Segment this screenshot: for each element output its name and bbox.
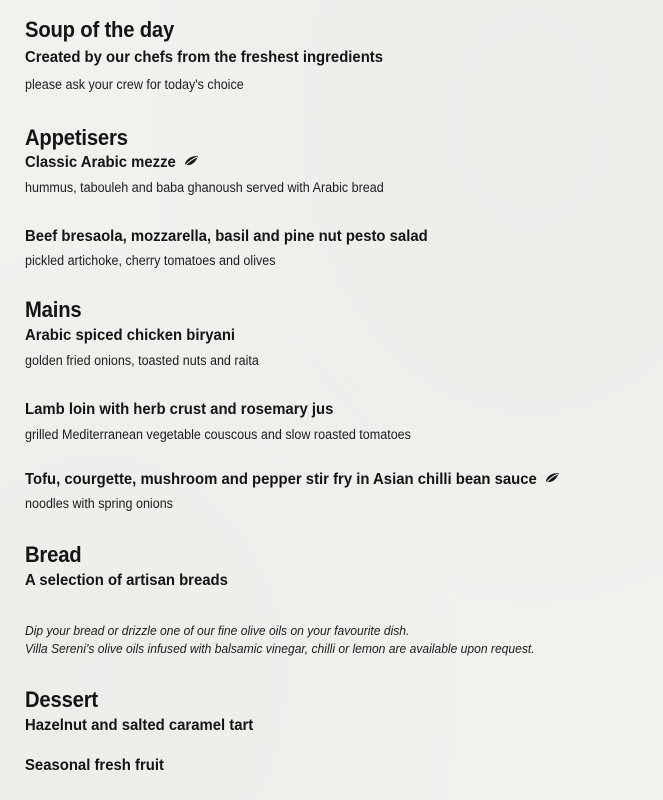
section-heading: Soup of the day (25, 17, 175, 42)
dish-description: hummus, tabouleh and baba ghanoush served with Arabic bread (25, 180, 384, 195)
vegetarian-leaf-icon (545, 469, 560, 491)
dish-name: Seasonal fresh fruit (25, 757, 164, 774)
dish-name: Created by our chefs from the freshest ingredients (25, 49, 384, 66)
soup-section (25, 17, 187, 43)
section-heading: Mains (25, 297, 82, 322)
menu-item (25, 325, 251, 347)
dish-name: Arabic spiced chicken biryani (25, 327, 236, 344)
menu-item (25, 152, 212, 174)
menu-item-description (25, 494, 184, 514)
note-line: Villa Sereni’s olive oils infused with balsamic vinegar, chilli or lemon are available upon request. (25, 641, 535, 656)
dish-name: Lamb loin with herb crust and rosemary jus (25, 401, 334, 418)
mains-section (25, 297, 86, 323)
dish-name: Beef bresaola, mozzarella, basil and pine nut pesto salad (25, 228, 428, 245)
dish-name: Classic Arabic mezze (25, 154, 176, 172)
menu-item-description (25, 351, 276, 371)
menu-item (25, 226, 458, 248)
dish-description: please ask your crew for today's choice (25, 77, 244, 92)
dish-name: Tofu, courgette, mushroom and pepper stir fry in Asian chilli bean sauce (25, 471, 537, 489)
dish-description: golden fried onions, toasted nuts and raita (25, 353, 259, 368)
menu-item-description (25, 251, 294, 271)
dish-description: grilled Mediterranean vegetable couscous and slow roasted tomatoes (25, 427, 411, 442)
dish-name-row (25, 469, 560, 491)
dish-description: pickled artichoke, cherry tomatoes and olives (25, 253, 276, 268)
menu-item (25, 570, 243, 592)
menu-item-description (25, 178, 411, 198)
bread-note (25, 622, 573, 658)
appetisers-section (25, 125, 137, 151)
dish-description: noodles with spring onions (25, 496, 173, 511)
menu-item (25, 715, 270, 737)
dish-name: A selection of artisan breads (25, 572, 228, 589)
section-heading: Appetisers (25, 125, 128, 150)
dish-name: Hazelnut and salted caramel tart (25, 717, 254, 734)
menu-item (25, 399, 357, 421)
section-heading: Dessert (25, 687, 98, 712)
bread-section (25, 542, 86, 568)
menu-item (25, 755, 174, 777)
menu-item-description (25, 75, 260, 95)
section-heading: Bread (25, 542, 82, 567)
note-line: Dip your bread or drizzle one of our fine olive oils on your favourite dish. (25, 623, 410, 638)
menu-item (25, 469, 600, 491)
menu-item (25, 47, 410, 69)
menu-item-description (25, 425, 440, 445)
dish-name-row (25, 152, 199, 174)
dessert-section (25, 687, 104, 713)
vegetarian-leaf-icon (184, 152, 199, 174)
